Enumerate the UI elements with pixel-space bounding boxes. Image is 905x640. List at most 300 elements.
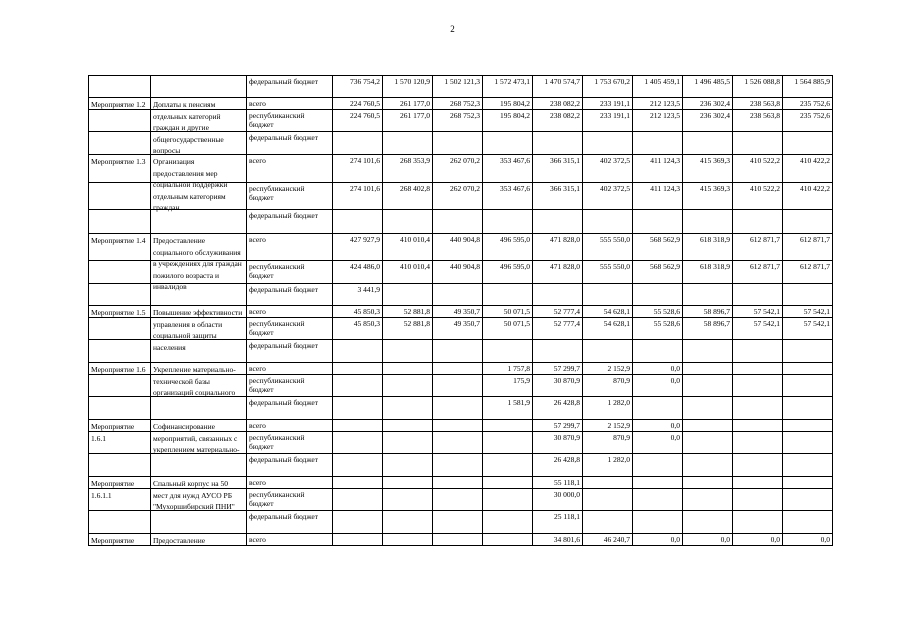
amount-cell xyxy=(633,210,683,234)
amount-cell: 224 760,5 xyxy=(333,110,383,132)
table-row xyxy=(89,306,833,318)
amount-cell: 49 350,7 xyxy=(433,318,483,340)
amount-cell: 1 757,8 xyxy=(483,363,533,375)
amount-cell xyxy=(333,420,383,432)
amount-cell xyxy=(383,489,433,511)
amount-cell: 440 904,8 xyxy=(433,261,483,284)
amount-cell: 471 828,0 xyxy=(533,261,583,284)
amount-cell: 0,0 xyxy=(633,363,683,375)
amount-cell xyxy=(383,534,433,546)
amount-cell xyxy=(783,432,833,454)
amount-cell xyxy=(583,511,633,534)
amount-cell xyxy=(333,511,383,534)
measure-name xyxy=(151,306,247,352)
amount-cell xyxy=(433,397,483,420)
amount-cell: 261 177,0 xyxy=(383,98,433,110)
amount-cell: 1 570 120,9 xyxy=(383,76,433,98)
amount-cell: 0,0 xyxy=(633,420,683,432)
amount-cell xyxy=(333,397,383,420)
amount-cell: 45 850,3 xyxy=(333,306,383,318)
measure-text: Организация предоставления мер социальной поддержки отдельным категориям граждан xyxy=(153,157,228,212)
table-row xyxy=(89,234,833,261)
amount-cell: 233 191,1 xyxy=(583,110,633,132)
amount-cell: 274 101,6 xyxy=(333,155,383,183)
funding-source: федеральный бюджет xyxy=(247,132,333,155)
amount-cell: 57 542,1 xyxy=(783,306,833,318)
amount-cell: 57 542,1 xyxy=(733,318,783,340)
amount-cell: 238 082,2 xyxy=(533,110,583,132)
amount-cell xyxy=(383,284,433,306)
amount-cell: 58 896,7 xyxy=(683,318,733,340)
amount-cell: 612 871,7 xyxy=(783,234,833,261)
amount-cell: 612 871,7 xyxy=(783,261,833,284)
amount-cell: 568 562,9 xyxy=(633,261,683,284)
amount-cell xyxy=(783,363,833,375)
amount-cell xyxy=(433,489,483,511)
amount-cell: 1 564 885,9 xyxy=(783,76,833,98)
measure-text: Мероприятие 1.6.1 xyxy=(91,422,135,443)
amount-cell xyxy=(733,340,783,363)
amount-cell xyxy=(533,132,583,155)
amount-cell xyxy=(383,432,433,454)
funding-source: всего xyxy=(247,420,333,432)
amount-cell xyxy=(333,210,383,234)
amount-cell: 402 372,5 xyxy=(583,155,633,183)
amount-cell xyxy=(783,375,833,397)
amount-cell: 261 177,0 xyxy=(383,110,433,132)
measure-text: Повышение эффективности управления в области социальной защиты населения xyxy=(153,308,243,352)
measure-code xyxy=(89,76,151,98)
amount-cell: 427 927,9 xyxy=(333,234,383,261)
amount-cell xyxy=(383,420,433,432)
table-row xyxy=(89,155,833,183)
amount-cell: 411 124,3 xyxy=(633,155,683,183)
funding-source: всего xyxy=(247,363,333,375)
amount-cell xyxy=(333,454,383,477)
funding-source: всего xyxy=(247,234,333,261)
measure-code xyxy=(89,210,151,234)
measure-code xyxy=(89,340,151,363)
amount-cell xyxy=(633,132,683,155)
amount-cell: 235 752,6 xyxy=(783,98,833,110)
page-number: 2 xyxy=(450,24,455,34)
amount-cell: 57 542,1 xyxy=(733,306,783,318)
table-row xyxy=(89,397,833,420)
amount-cell xyxy=(733,375,783,397)
amount-cell: 2 152,9 xyxy=(583,420,633,432)
amount-cell: 1 405 459,1 xyxy=(633,76,683,98)
amount-cell: 411 124,3 xyxy=(633,183,683,210)
amount-cell: 55 118,1 xyxy=(533,477,583,489)
amount-cell: 1 526 088,8 xyxy=(733,76,783,98)
amount-cell: 0,0 xyxy=(733,534,783,546)
amount-cell xyxy=(433,210,483,234)
amount-cell xyxy=(683,477,733,489)
measure-code xyxy=(89,477,151,500)
amount-cell: 0,0 xyxy=(683,534,733,546)
table-row xyxy=(89,477,833,489)
amount-cell xyxy=(483,284,533,306)
amount-cell xyxy=(333,132,383,155)
amount-cell: 30 000,0 xyxy=(533,489,583,511)
amount-cell: 262 070,2 xyxy=(433,183,483,210)
amount-cell xyxy=(783,397,833,420)
amount-cell xyxy=(333,375,383,397)
amount-cell xyxy=(383,210,433,234)
amount-cell: 54 628,1 xyxy=(583,318,633,340)
amount-cell xyxy=(683,363,733,375)
measure-code xyxy=(89,306,151,318)
amount-cell xyxy=(483,420,533,432)
amount-cell xyxy=(533,210,583,234)
amount-cell xyxy=(783,454,833,477)
measure-name xyxy=(151,534,247,546)
amount-cell: 268 752,3 xyxy=(433,98,483,110)
amount-cell xyxy=(333,534,383,546)
measure-code xyxy=(89,132,151,155)
measure-name xyxy=(151,234,247,291)
measure-text: Мероприятие 1.3 xyxy=(91,157,146,166)
amount-cell xyxy=(483,511,533,534)
amount-cell: 0,0 xyxy=(633,534,683,546)
amount-cell: 30 870,9 xyxy=(533,375,583,397)
table-row xyxy=(89,534,833,546)
amount-cell: 870,9 xyxy=(583,375,633,397)
amount-cell: 224 760,5 xyxy=(333,98,383,110)
measure-text: Укрепление материально-технической базы организаций социального xyxy=(153,365,236,397)
measure-text: Мероприятие 1.4 xyxy=(91,236,146,245)
amount-cell xyxy=(783,489,833,511)
measure-code xyxy=(89,183,151,210)
amount-cell xyxy=(583,210,633,234)
amount-cell: 612 871,7 xyxy=(733,261,783,284)
amount-cell: 1 282,0 xyxy=(583,397,633,420)
amount-cell xyxy=(433,132,483,155)
amount-cell xyxy=(683,489,733,511)
amount-cell xyxy=(633,284,683,306)
measure-code xyxy=(89,454,151,477)
measure-name xyxy=(151,511,247,534)
measure-name xyxy=(151,397,247,420)
amount-cell: 235 752,6 xyxy=(783,110,833,132)
amount-cell xyxy=(733,210,783,234)
amount-cell xyxy=(633,477,683,489)
measure-code xyxy=(89,261,151,284)
measure-code xyxy=(89,511,151,534)
funding-source: федеральный бюджет xyxy=(247,454,333,477)
amount-cell xyxy=(483,210,533,234)
amount-cell: 410 010,4 xyxy=(383,261,433,284)
amount-cell xyxy=(433,432,483,454)
amount-cell: 402 372,5 xyxy=(583,183,633,210)
amount-cell xyxy=(483,489,533,511)
amount-cell xyxy=(783,210,833,234)
amount-cell xyxy=(783,284,833,306)
amount-cell: 415 369,3 xyxy=(683,155,733,183)
amount-cell xyxy=(683,132,733,155)
amount-cell xyxy=(733,284,783,306)
measure-code xyxy=(89,397,151,420)
amount-cell xyxy=(633,340,683,363)
amount-cell xyxy=(333,432,383,454)
amount-cell: 1 753 670,2 xyxy=(583,76,633,98)
amount-cell xyxy=(483,132,533,155)
amount-cell xyxy=(483,454,533,477)
amount-cell xyxy=(433,420,483,432)
amount-cell: 366 315,1 xyxy=(533,155,583,183)
amount-cell: 555 550,0 xyxy=(583,234,633,261)
amount-cell xyxy=(683,454,733,477)
amount-cell: 212 123,5 xyxy=(633,110,683,132)
amount-cell xyxy=(683,340,733,363)
amount-cell xyxy=(383,397,433,420)
measure-code xyxy=(89,155,151,183)
amount-cell: 55 528,6 xyxy=(633,318,683,340)
funding-source: республиканский бюджет xyxy=(247,110,333,132)
measure-code xyxy=(89,318,151,340)
amount-cell xyxy=(383,375,433,397)
amount-cell: 50 071,5 xyxy=(483,318,533,340)
amount-cell xyxy=(383,454,433,477)
amount-cell: 0,0 xyxy=(783,534,833,546)
measure-code xyxy=(89,363,151,375)
amount-cell xyxy=(333,477,383,489)
amount-cell xyxy=(583,477,633,489)
amount-cell xyxy=(633,489,683,511)
amount-cell: 410 422,2 xyxy=(783,155,833,183)
amount-cell xyxy=(733,420,783,432)
amount-cell: 50 071,5 xyxy=(483,306,533,318)
amount-cell xyxy=(383,363,433,375)
amount-cell xyxy=(483,340,533,363)
amount-cell: 26 428,8 xyxy=(533,454,583,477)
measure-text: Доплаты к пенсиям отдельных категорий граждан и другие общегосударственные вопросы xyxy=(153,100,224,155)
amount-cell: 410 422,2 xyxy=(783,183,833,210)
amount-cell: 195 804,2 xyxy=(483,110,533,132)
amount-cell xyxy=(433,477,483,489)
amount-cell xyxy=(583,489,633,511)
amount-cell: 736 754,2 xyxy=(333,76,383,98)
amount-cell: 0,0 xyxy=(633,375,683,397)
amount-cell xyxy=(683,284,733,306)
measure-code xyxy=(89,420,151,443)
amount-cell xyxy=(733,489,783,511)
amount-cell xyxy=(333,340,383,363)
amount-cell xyxy=(383,511,433,534)
amount-cell: 236 302,4 xyxy=(683,110,733,132)
measure-name xyxy=(151,454,247,477)
amount-cell: 0,0 xyxy=(633,432,683,454)
amount-cell xyxy=(483,534,533,546)
amount-cell: 238 082,2 xyxy=(533,98,583,110)
amount-cell: 1 282,0 xyxy=(583,454,633,477)
amount-cell xyxy=(333,363,383,375)
funding-source: всего xyxy=(247,306,333,318)
amount-cell: 1 470 574,7 xyxy=(533,76,583,98)
amount-cell: 58 896,7 xyxy=(683,306,733,318)
measure-text: Мероприятие 1.2 xyxy=(91,100,146,109)
amount-cell: 236 302,4 xyxy=(683,98,733,110)
amount-cell xyxy=(433,454,483,477)
measure-name xyxy=(151,76,247,98)
amount-cell: 3 441,9 xyxy=(333,284,383,306)
amount-cell: 45 850,3 xyxy=(333,318,383,340)
amount-cell: 52 777,4 xyxy=(533,306,583,318)
amount-cell xyxy=(633,511,683,534)
amount-cell: 1 496 485,5 xyxy=(683,76,733,98)
measure-code xyxy=(89,98,151,110)
measure-code xyxy=(89,284,151,306)
amount-cell: 1 572 473,1 xyxy=(483,76,533,98)
amount-cell: 1 502 121,3 xyxy=(433,76,483,98)
amount-cell: 618 318,9 xyxy=(683,234,733,261)
funding-source: республиканский бюджет xyxy=(247,375,333,397)
amount-cell: 440 904,8 xyxy=(433,234,483,261)
funding-source: федеральный бюджет xyxy=(247,397,333,420)
amount-cell xyxy=(433,284,483,306)
funding-source: республиканский бюджет xyxy=(247,183,333,210)
amount-cell: 268 402,8 xyxy=(383,183,433,210)
amount-cell xyxy=(383,132,433,155)
amount-cell xyxy=(733,511,783,534)
funding-source: федеральный бюджет xyxy=(247,76,333,98)
amount-cell: 415 369,3 xyxy=(683,183,733,210)
amount-cell: 424 486,0 xyxy=(333,261,383,284)
amount-cell: 195 804,2 xyxy=(483,98,533,110)
funding-source: всего xyxy=(247,98,333,110)
amount-cell xyxy=(783,511,833,534)
amount-cell: 410 522,2 xyxy=(733,183,783,210)
amount-cell: 410 522,2 xyxy=(733,155,783,183)
amount-cell xyxy=(733,363,783,375)
amount-cell xyxy=(433,534,483,546)
amount-cell xyxy=(733,132,783,155)
amount-cell: 262 070,2 xyxy=(433,155,483,183)
measure-text: Спальный корпус на 50 мест для нужд АУСО РБ "Мухоршибирский ПНИ" xyxy=(153,479,235,511)
amount-cell xyxy=(633,454,683,477)
amount-cell: 52 881,8 xyxy=(383,306,433,318)
amount-cell: 353 467,6 xyxy=(483,183,533,210)
amount-cell xyxy=(683,420,733,432)
amount-cell: 353 467,6 xyxy=(483,155,533,183)
amount-cell xyxy=(583,132,633,155)
measure-code xyxy=(89,534,151,546)
amount-cell xyxy=(783,420,833,432)
amount-cell xyxy=(783,132,833,155)
amount-cell: 496 595,0 xyxy=(483,261,533,284)
amount-cell xyxy=(733,477,783,489)
amount-cell xyxy=(683,397,733,420)
funding-source: республиканский бюджет xyxy=(247,432,333,454)
amount-cell: 26 428,8 xyxy=(533,397,583,420)
measure-name xyxy=(151,363,247,397)
amount-cell: 49 350,7 xyxy=(433,306,483,318)
amount-cell: 496 595,0 xyxy=(483,234,533,261)
amount-cell: 2 152,9 xyxy=(583,363,633,375)
amount-cell: 34 801,6 xyxy=(533,534,583,546)
funding-source: федеральный бюджет xyxy=(247,210,333,234)
measure-code xyxy=(89,234,151,261)
funding-source: республиканский бюджет xyxy=(247,489,333,511)
measure-text: Мероприятие xyxy=(91,536,135,545)
amount-cell: 568 562,9 xyxy=(633,234,683,261)
measure-name xyxy=(151,155,247,212)
amount-cell: 612 871,7 xyxy=(733,234,783,261)
amount-cell: 25 118,1 xyxy=(533,511,583,534)
amount-cell xyxy=(483,477,533,489)
amount-cell: 268 353,9 xyxy=(383,155,433,183)
funding-source: федеральный бюджет xyxy=(247,284,333,306)
amount-cell xyxy=(783,340,833,363)
amount-cell: 55 528,6 xyxy=(633,306,683,318)
amount-cell xyxy=(783,477,833,489)
amount-cell: 410 010,4 xyxy=(383,234,433,261)
amount-cell: 52 777,4 xyxy=(533,318,583,340)
amount-cell: 618 318,9 xyxy=(683,261,733,284)
amount-cell xyxy=(683,210,733,234)
amount-cell xyxy=(383,477,433,489)
amount-cell: 268 752,3 xyxy=(433,110,483,132)
table-row xyxy=(89,98,833,110)
amount-cell: 471 828,0 xyxy=(533,234,583,261)
table-row xyxy=(89,454,833,477)
amount-cell: 1 581,9 xyxy=(483,397,533,420)
amount-cell xyxy=(433,363,483,375)
amount-cell xyxy=(583,340,633,363)
amount-cell xyxy=(733,432,783,454)
measure-name xyxy=(151,98,247,155)
amount-cell: 52 881,8 xyxy=(383,318,433,340)
amount-cell: 366 315,1 xyxy=(533,183,583,210)
amount-cell xyxy=(433,375,483,397)
table-row xyxy=(89,363,833,375)
amount-cell: 555 550,0 xyxy=(583,261,633,284)
amount-cell: 274 101,6 xyxy=(333,183,383,210)
measure-text: Предоставление социального обслуживания в учреждениях для граждан пожилого возраста и инвалидов xyxy=(153,236,242,291)
amount-cell: 54 628,1 xyxy=(583,306,633,318)
amount-cell: 238 563,8 xyxy=(733,98,783,110)
amount-cell: 57 299,7 xyxy=(533,420,583,432)
amount-cell: 30 870,9 xyxy=(533,432,583,454)
measure-name xyxy=(151,420,247,454)
measure-text: Софинансирование мероприятий, связанных с укреплением материально- xyxy=(153,422,240,454)
amount-cell: 233 191,1 xyxy=(583,98,633,110)
amount-cell xyxy=(483,432,533,454)
amount-cell xyxy=(683,432,733,454)
amount-cell xyxy=(433,340,483,363)
amount-cell xyxy=(333,489,383,511)
funding-source: федеральный бюджет xyxy=(247,511,333,534)
measure-text: Мероприятие 1.6.1.1 xyxy=(91,479,135,500)
measure-code xyxy=(89,110,151,132)
measure-name xyxy=(151,477,247,511)
amount-cell: 57 299,7 xyxy=(533,363,583,375)
funding-source: республиканский бюджет xyxy=(247,261,333,284)
amount-cell xyxy=(683,375,733,397)
table-row xyxy=(89,76,833,98)
amount-cell xyxy=(683,511,733,534)
measure-text: Мероприятие 1.6 xyxy=(91,365,146,374)
amount-cell xyxy=(633,397,683,420)
amount-cell xyxy=(383,340,433,363)
table-row xyxy=(89,420,833,432)
measure-text: Мероприятие 1.5 xyxy=(91,308,146,317)
funding-source: федеральный бюджет xyxy=(247,340,333,363)
amount-cell xyxy=(533,340,583,363)
amount-cell xyxy=(733,454,783,477)
measure-code xyxy=(89,375,151,397)
budget-table xyxy=(88,75,833,546)
